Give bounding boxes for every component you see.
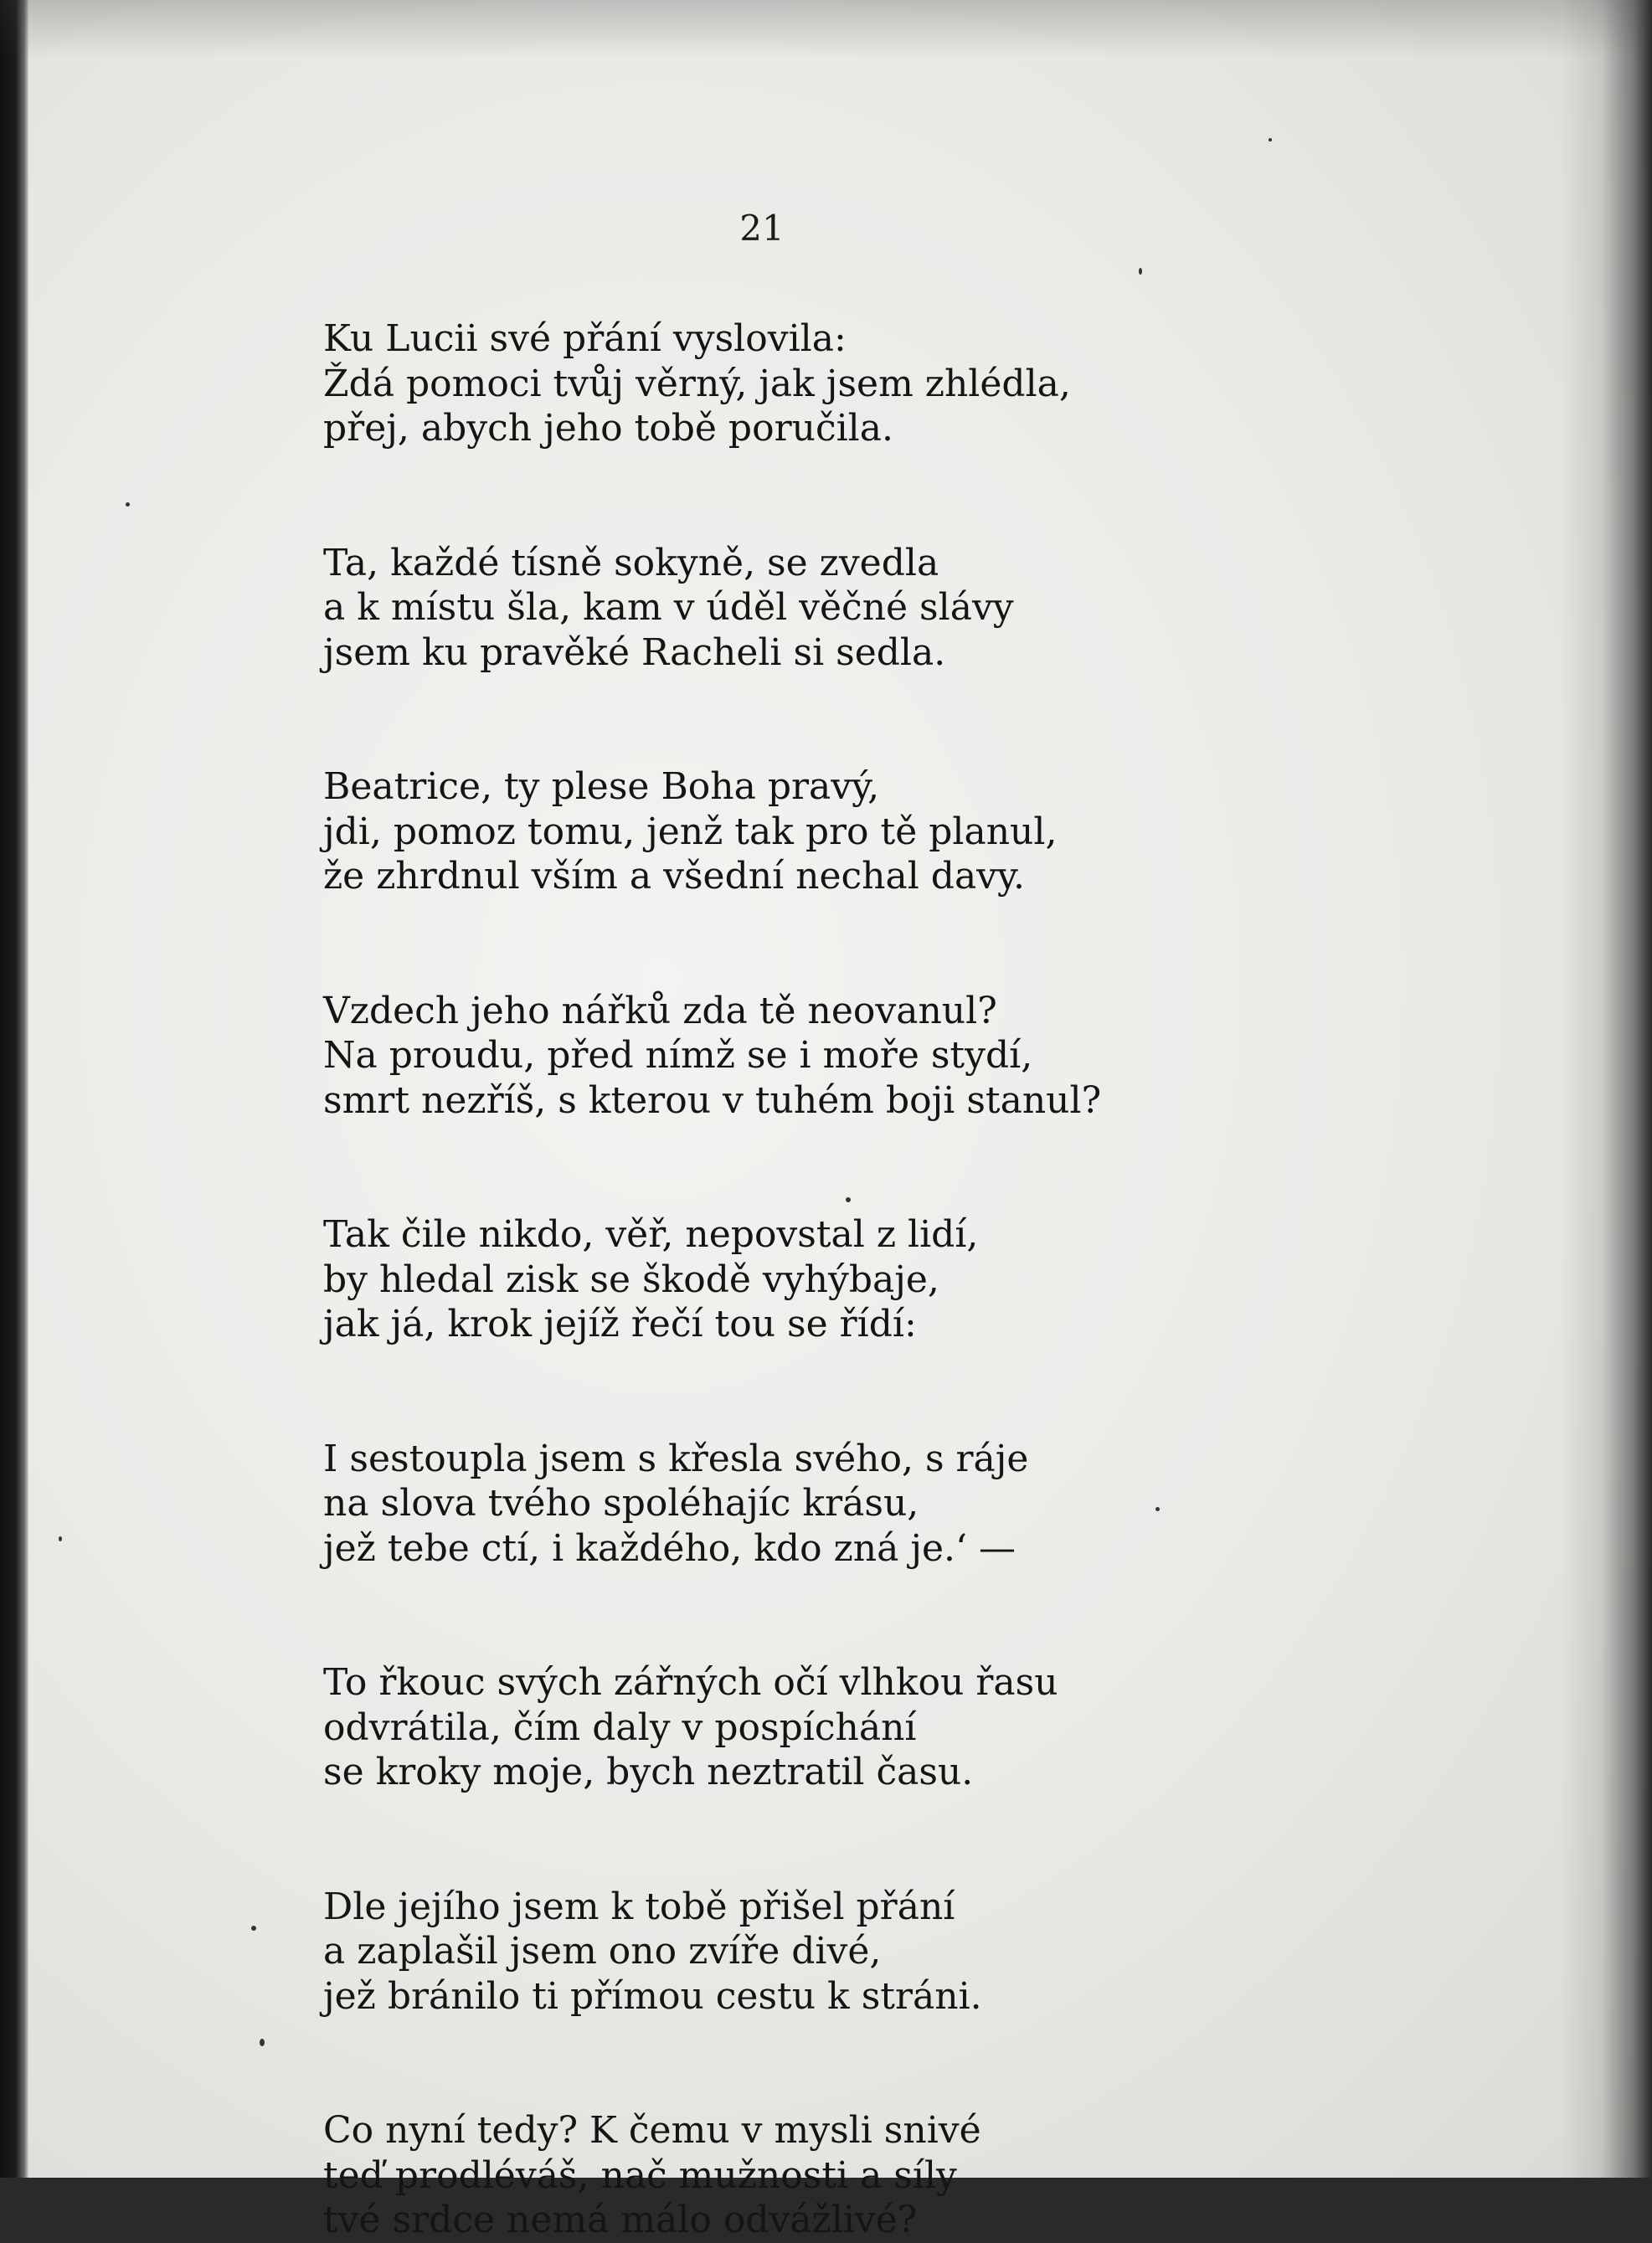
poem-line: a k místu šla, kam v úděl věčné slávy (323, 586, 1014, 629)
poem-line: jež tebe ctí, i každého, kdo zná je.‘ — (323, 1526, 1016, 1570)
poem-line: by hledal zisk se škodě vyhýbaje, (323, 1258, 939, 1301)
poem-line: tvé srdce nemá málo odvážlivé? (323, 2199, 918, 2241)
stanza (323, 1212, 1294, 1347)
poem-line: smrt nezříš, s kterou v tuhém boji stanul? (323, 1078, 1102, 1122)
paper-speck (260, 2039, 265, 2046)
stanza (323, 989, 1294, 1124)
stanza (323, 1885, 1294, 2019)
poem-line: Ta, každé tísně sokyně, se zvedla (323, 541, 939, 584)
paper-speck (1139, 268, 1142, 275)
poem-line: jsem ku pravěké Racheli si sedla. (323, 630, 946, 674)
paper-speck (1269, 138, 1272, 141)
left-binding-shadow (0, 0, 28, 2178)
poem-line: teď prodléváš, nač mužnosti a síly (323, 2153, 957, 2197)
poem-line: na slova tvého spoléhajíc krásu, (323, 1482, 919, 1525)
poem (323, 316, 1294, 2243)
page-number: 21 (739, 208, 785, 249)
stanza (323, 1660, 1294, 1795)
poem-line: Tak čile nikdo, věř, nepovstal z lidí, (323, 1213, 979, 1256)
poem-line: že zhrdnul vším a všední nechal davy. (323, 855, 1026, 898)
paper-speck (251, 1926, 256, 1931)
stanza (323, 541, 1294, 676)
poem-line: jdi, pomoz tomu, jenž tak pro tě planul, (323, 810, 1058, 853)
poem-line: jak já, krok jejíž řečí tou se řídí: (323, 1303, 917, 1345)
stanza (323, 2108, 1294, 2243)
poem-line: přej, abych jeho tobě poručila. (323, 407, 893, 450)
top-edge-shadow (0, 0, 1652, 59)
paper-speck (1155, 1507, 1160, 1511)
poem-line: jež bránilo ti přímou cestu k stráni. (323, 1974, 982, 2018)
paper-speck (126, 502, 130, 507)
poem-line: odvrátila, čím daly v pospíchání (323, 1705, 917, 1749)
right-edge-shadow (1560, 0, 1652, 2178)
poem-line: a zaplašil jsem ono zvíře divé, (323, 1930, 882, 1973)
poem-line: Vzdech jeho nářků zda tě neovanul? (323, 989, 997, 1032)
poem-line: Beatrice, ty plese Boha pravý, (323, 765, 880, 808)
stanza (323, 316, 1294, 451)
paper-speck (846, 1197, 851, 1202)
stanza (323, 764, 1294, 899)
poem-line: Dle jejího jsem k tobě přišel přání (323, 1885, 955, 1928)
poem-line: To řkouc svých zářných očí vlhkou řasu (323, 1661, 1058, 1704)
poem-line: Na proudu, před nímž se i moře stydí, (323, 1034, 1033, 1077)
poem-line: I sestoupla jsem s křesla svého, s ráje (323, 1437, 1029, 1480)
poem-line: Co nyní tedy? K čemu v mysli snivé (323, 2109, 981, 2152)
poem-line: Ždá pomoci tvůj věrný, jak jsem zhlédla, (323, 362, 1071, 405)
poem-line: Ku Lucii své přání vyslovila: (323, 317, 847, 360)
poem-line: se kroky moje, bych neztratil času. (323, 1751, 974, 1793)
paper-speck (59, 1536, 62, 1541)
stanza (323, 1437, 1294, 1572)
